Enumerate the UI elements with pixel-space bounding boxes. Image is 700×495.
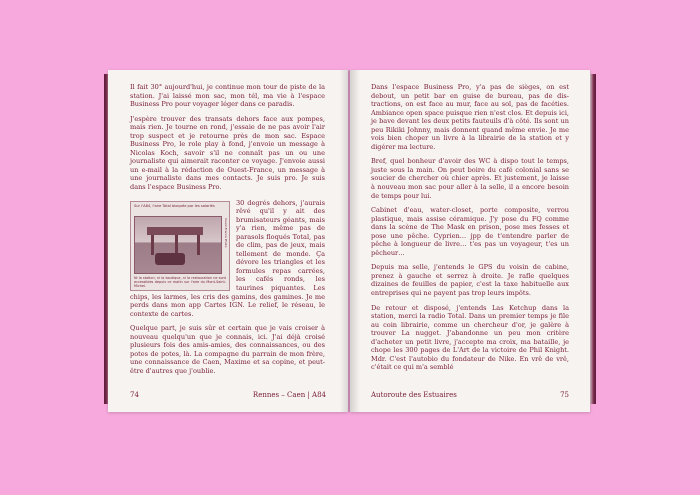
newspaper-clipping	[130, 201, 230, 291]
paragraph: Depuis ma selle, j'entends le GPS du voisin de cabine, prenez à gauche et serrez à droite. Je rafle quelques dizaines de feuilles de papier, c'est la taxe habituelle aux entreprises qui ne payent pas trop leurs impôts.	[371, 263, 569, 298]
paragraph: Il fait 30° aujourd'hui, je continue mon tour de piste de la station. J'ai laissé mon sac, mon tél, ma vie à l'espace Business Pro pour voyager léger dans ce paradis.	[130, 83, 325, 109]
left-page-text	[130, 83, 325, 382]
paragraph: Dans l'espace Business Pro, y'a pas de sièges, on est debout, un petit bar en guise de bureau, pas de distractions, on est face au mur, face au sol, pas de facéties. Ambiance open space puisque rien n'est clos. Et depuis ici, je bave devant les deux petits fauteuils d'à côté. Ils sont un peu Rikiki Johnny, mais donnent quand même envie. Je me vois bien choper un livre à la librairie de la station et y digérer ma lecture.	[371, 83, 569, 151]
right-page-text	[371, 83, 569, 378]
page-number-left: 74	[130, 391, 139, 399]
open-book	[108, 70, 592, 412]
clipping-caption: Ni la station, ni la boutique, ni la restauration ne sont accessibles depuis ce matin sur l'aire du Mont-Saint-Michel.	[134, 275, 226, 288]
paragraph: Bref, quel bonheur d'avoir des WC à dispo tout le temps, juste sous la main. On peut boire du café colonial sans se soucier de chercher où chier après. Et justement, je laisse à nouveau mon sac pour aller à la selle, il a encore besoin de temps pour lui.	[371, 157, 569, 200]
paragraph: De retour et disposé, j'entends Las Ketchup dans la station, merci la radio Total. Dans un premier temps je file au coin librairie, comme un chercheur d'or, je galère à trouver La nugget. J'abandonne un peu mon critère d'acheter un petit livre, j'accepte ma croix, ma bataille, je chope les 300 pages de L'Art de la victoire de Phil Knight. Mdr. C'est l'autobio du fondateur de Nike. En vrê de vrê, c'était ce qui m'a semblé	[371, 303, 569, 372]
page-number-right: 75	[560, 391, 569, 399]
book-edge-right	[590, 74, 596, 404]
clipping-photo	[134, 216, 222, 274]
paragraph: J'espère trouver des transats dehors face aux pompes, mais rien. Je tourne en rond, j'essaie de ne pas avoir l'air trop suspect et je retourne près de mon sac. Espace Business Pro, le role play à fond, j'envoie un message à Nicolas Koch, savoir s'il ne connaît pas un ou une journaliste qui aimerait raconter ce voyage. J'envoie aussi un e-mail à la rédaction de Ouest-France, un message à une journaliste dans mes contacts. Je suis pro. Je suis dans l'espace Business Pro.	[130, 114, 325, 192]
clipping-photo-credit: Ouest-France Photo	[224, 217, 228, 247]
left-page	[108, 70, 348, 412]
clipping-headline: Sur l'A84, l'aire Total bloquée par les salariés	[134, 203, 215, 208]
running-head-right: Autoroute des Estuaires	[371, 391, 457, 399]
running-head-left: Rennes – Caen | A84	[252, 391, 326, 399]
paragraph: Quelque part, je suis sûr et certain que je vais croiser à nouveau quelqu'un que je connais, ici. J'ai déjà croisé plusieurs fois des amis-amies, des connaissances, ou des potes de potes, là. La compagne du parrain de mon frère, une connaissance de Caen, Maxime et sa copine, et peut-être d'autres que j'oublie.	[130, 324, 325, 375]
paragraph: 30 degrés dehors, j'aurais rêvé qu'il y ait des brumisateurs géants, mais y'a rien, même pas de parasols floqués Total, pas de clim, pas de jeux, mais tellement de monde. Ça dévore les triangles et les formules repas carrées, les cafés ronds, les taurines piquantes. Les chips, les larmes, les cris des gamins, des gamines. Je me perds dans mon app Cartes IGN. Le relief, le réseau, le contexte de cartes.	[130, 198, 325, 318]
right-page	[350, 70, 590, 412]
paragraph: Cabinet d'eau, water-closet, porte composite, verrou plastique, mais assise céramique. J'y pose du FQ comme dans la scène de The Mask en prison, pose mes fesses et pose une pêche. Cyprien… jpp de t'entendre parler de pêche à longueur de livre… t'es pas un voyageur, t'es un pêcheur…	[371, 206, 569, 257]
